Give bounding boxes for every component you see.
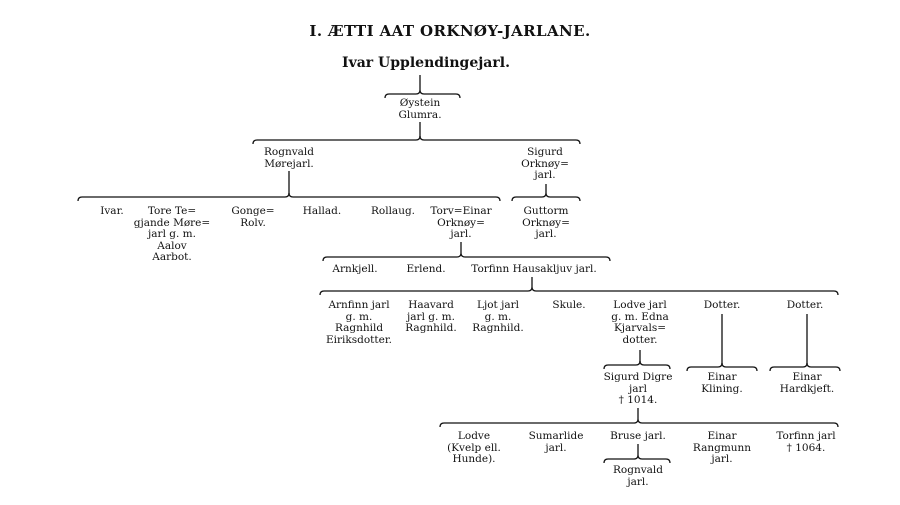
person-guttorm: Guttorm Orknøy= jarl.: [522, 205, 570, 240]
page-title: I. ÆTTI AAT ORKNØY-JARLANE.: [309, 22, 591, 40]
person-haavard: Haavard jarl g. m. Ragnhild.: [405, 299, 457, 334]
bracket-oystein: [253, 136, 580, 144]
person-ivar-upplendingejarl: Ivar Upplendingejarl.: [342, 55, 510, 71]
person-dotter-1: Dotter.: [703, 299, 741, 311]
person-bruse: Bruse jarl.: [610, 430, 666, 442]
person-ivar: Ivar.: [100, 205, 124, 217]
bracket-sigurd-digre: [440, 419, 838, 427]
person-arnfinn: Arnfinn jarl g. m. Ragnhild Eiriksdotter.: [325, 299, 393, 346]
bracket-dotter-2: [770, 363, 840, 371]
person-sigurd-orknoyjarl: Sigurd Orknøy= jarl.: [521, 146, 569, 181]
person-torv-einar: Torv=Einar Orknøy= jarl.: [430, 205, 492, 240]
person-skule: Skule.: [552, 299, 586, 311]
person-oystein: Øystein Glumra.: [398, 97, 442, 121]
person-sigurd-digre: Sigurd Digre jarl † 1014.: [603, 371, 673, 406]
bracket-torfinn-hausakljuv: [320, 287, 838, 295]
person-erlend: Erlend.: [406, 263, 446, 275]
person-sumarlide: Sumarlide jarl.: [528, 430, 584, 454]
person-hallad: Hallad.: [302, 205, 342, 217]
person-rognvald-jarl: Rognvald jarl.: [613, 464, 663, 488]
person-torfinn-jarl: Torfinn jarl † 1064.: [776, 430, 836, 454]
person-gonge-rolv: Gonge= Rolv.: [231, 205, 275, 229]
person-rollaug: Rollaug.: [370, 205, 416, 217]
bracket-torv-einar: [323, 253, 610, 261]
person-tore: Tore Te= gjande Møre= jarl g. m. Aalov Aarbot.: [133, 205, 211, 263]
bracket-rognvald-morejarl: [78, 193, 500, 201]
bracket-bruse: [604, 455, 670, 463]
person-einar-hardkjeft: Einar Hardkjeft.: [779, 371, 835, 395]
person-ljot: Ljot jarl g. m. Ragnhild.: [472, 299, 524, 334]
person-rognvald-morejarl: Rognvald Mørejarl.: [264, 146, 314, 170]
person-lodve-kvelp: Lodve (Kvelp ell. Hunde).: [447, 430, 501, 465]
bracket-sigurd-orknoyjarl: [512, 193, 580, 201]
bracket-dotter-1: [687, 363, 757, 371]
person-einar-klining: Einar Klining.: [701, 371, 743, 395]
person-lodve-jarl: Lodve jarl g. m. Edna Kjarvals= dotter.: [611, 299, 669, 346]
person-dotter-2: Dotter.: [786, 299, 824, 311]
person-torfinn-hausakljuv: Torfinn Hausakljuv jarl.: [471, 263, 597, 275]
bracket-lodve-jarl: [604, 361, 670, 369]
person-einar-rangmunn: Einar Rangmunn jarl.: [692, 430, 752, 465]
person-arnkjell: Arnkjell.: [332, 263, 378, 275]
